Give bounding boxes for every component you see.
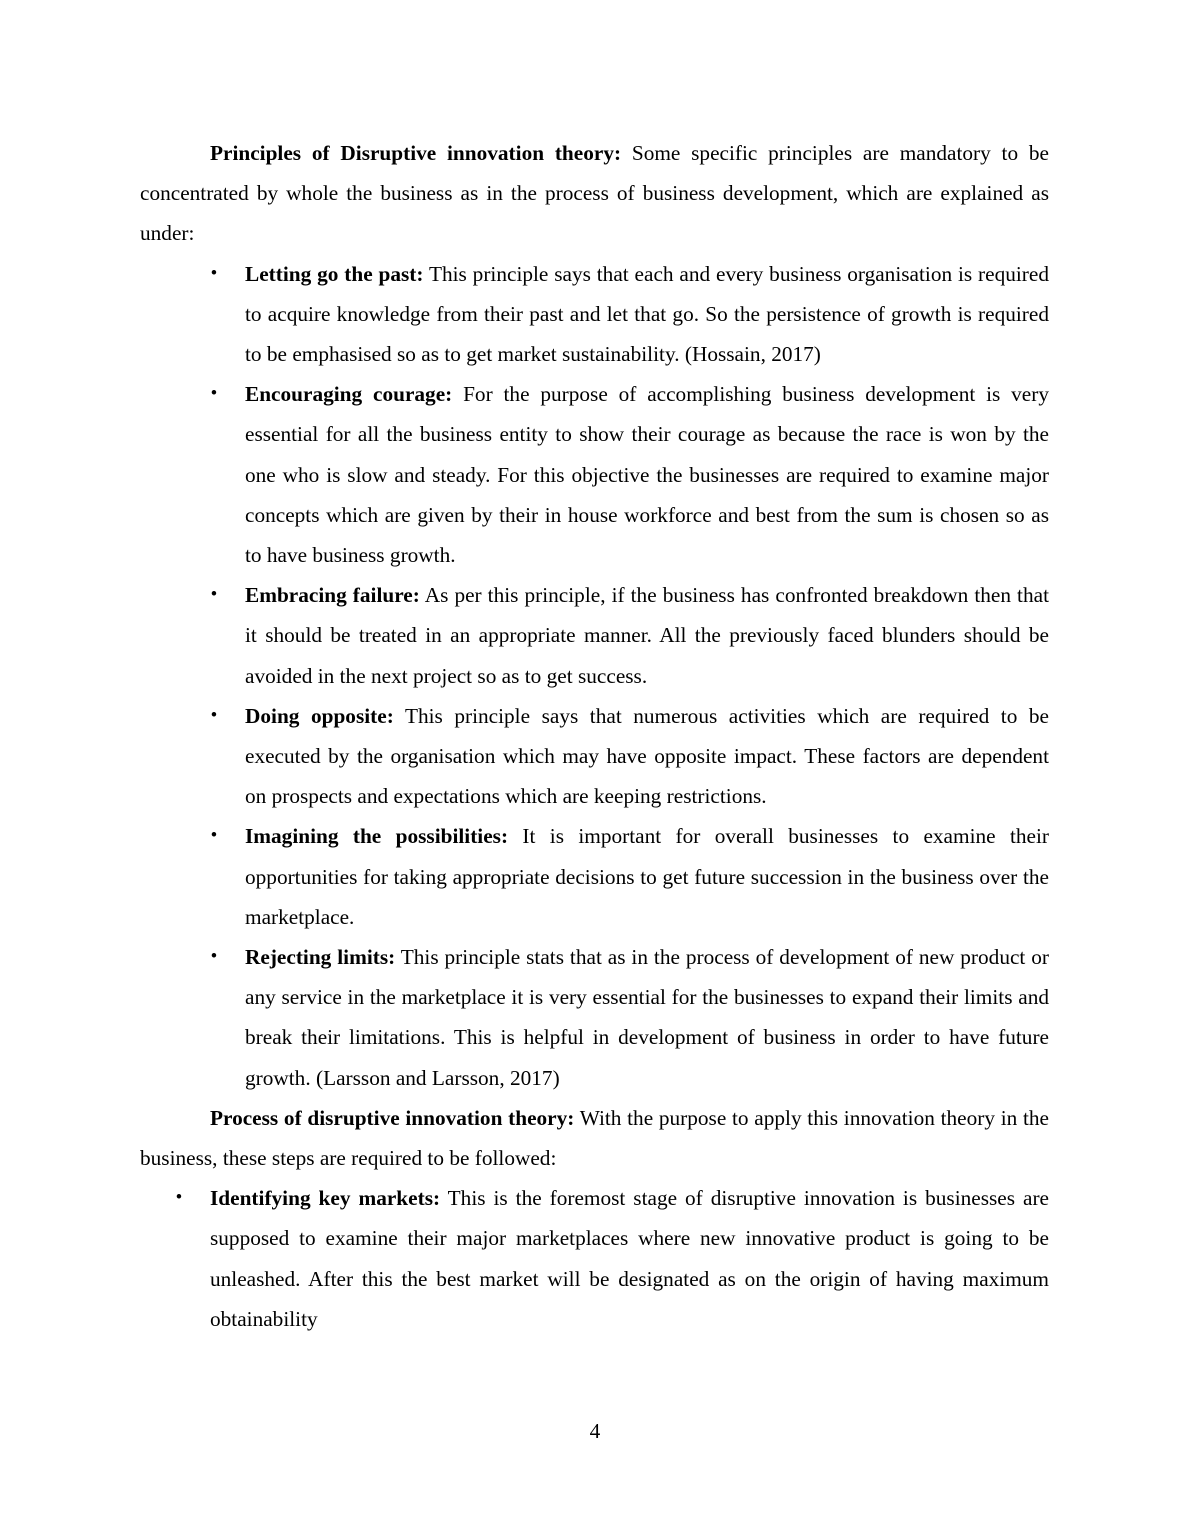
principles-paragraph	[140, 133, 1049, 254]
item-term: Encouraging courage:	[245, 382, 453, 407]
list-item	[140, 575, 1049, 696]
bullet-icon: •	[210, 584, 218, 606]
list-item	[140, 1178, 1049, 1339]
process-list	[140, 1178, 1049, 1339]
item-text: For the purpose of accomplishing business development is very essential for all the business entity to show their courage as because the race is won by the one who is slow and steady. For this objective the businesses are required to examine major concepts which are given by their in house workforce and best from the sum is chosen so as to have business growth.	[245, 382, 1049, 568]
bullet-icon: •	[210, 825, 218, 847]
item-text: As per this principle, if the business has confronted breakdown then that it should be treated in an appropriate manner. All the previously faced blunders should be avoided in the next project so as to get success.	[245, 583, 1049, 688]
item-term: Rejecting limits:	[245, 945, 396, 970]
principles-heading: Principles of Disruptive innovation theory:	[210, 141, 622, 165]
principles-list	[140, 254, 1049, 1098]
page-body	[140, 133, 1049, 1339]
bullet-icon: •	[210, 704, 218, 726]
bullet-icon: •	[210, 946, 218, 968]
principles-intro: Some specific principles are mandatory to be concentrated by whole the business as in the process of business development, which are explained as under:	[140, 141, 1049, 246]
bullet-icon: •	[210, 383, 218, 405]
bullet-icon: •	[175, 1187, 183, 1209]
list-item	[140, 374, 1049, 575]
process-paragraph	[140, 1098, 1049, 1178]
item-term: Imagining the possibilities:	[245, 824, 509, 849]
page-number: 4	[589, 1419, 601, 1443]
item-term: Letting go the past:	[245, 261, 424, 286]
list-item	[140, 696, 1049, 817]
process-heading: Process of disruptive innovation theory:	[210, 1105, 575, 1130]
item-text: This principle says that numerous activities which are required to be executed by the organisation which may have opposite impact. These factors are dependent on prospects and expectations which are keeping restrictions.	[245, 703, 1049, 809]
bullet-icon: •	[210, 262, 218, 284]
item-text: This principle stats that as in the process of development of new product or any service in the marketplace it is very essential for the businesses to expand their limits and break their limitations. This is helpful in development of business in order to have future growth. (Larsson and Larsson, 2017)	[245, 945, 1049, 1090]
item-term: Identifying key markets:	[210, 1186, 441, 1211]
list-item	[140, 254, 1049, 375]
item-text: This principle says that each and every business organisation is required to acquire knowledge from their past and let that go. So the persistence of growth is required to be emphasised so as to get market sustainability. (Hossain, 2017)	[245, 261, 1049, 367]
item-term: Doing opposite:	[245, 703, 394, 728]
list-item	[140, 937, 1049, 1098]
process-intro: With the purpose to apply this innovation theory in the business, these steps are required to be followed:	[140, 1105, 1049, 1171]
item-term: Embracing failure:	[245, 583, 420, 608]
item-text: It is important for overall businesses to examine their opportunities for taking appropriate decisions to get future succession in the business over the marketplace.	[245, 824, 1049, 929]
list-item	[140, 816, 1049, 937]
item-text: This is the foremost stage of disruptive innovation is businesses are supposed to examine their major marketplaces where new innovative product is going to be unleashed. After this the best market will be designated as on the origin of having maximum obtainability	[210, 1186, 1049, 1331]
